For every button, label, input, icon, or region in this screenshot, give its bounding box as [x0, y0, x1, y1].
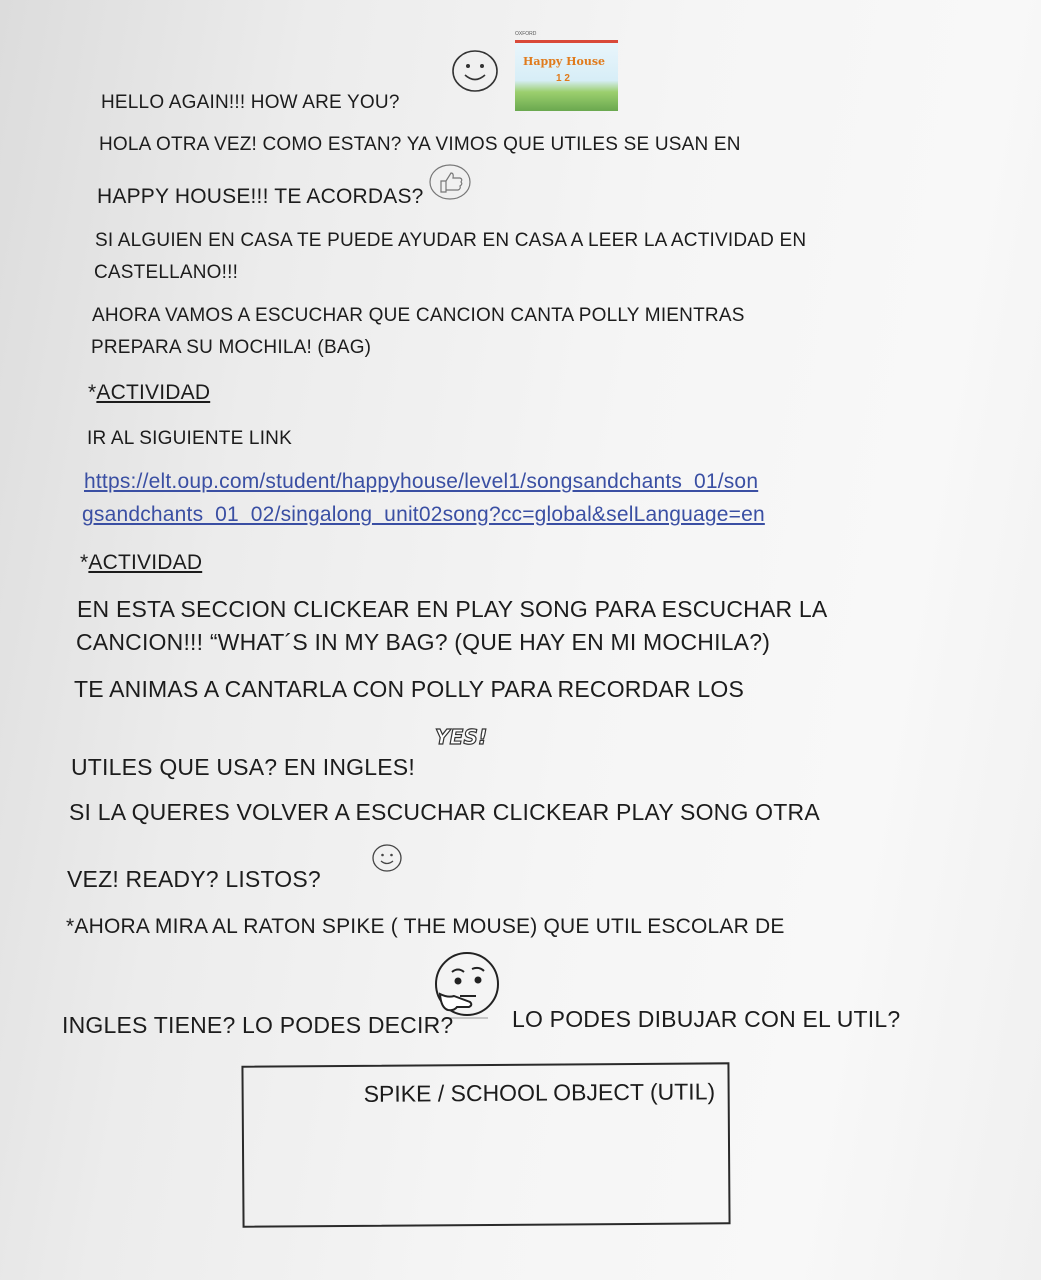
- drawing-box-title: SPIKE / SCHOOL OBJECT (UTIL): [363, 1078, 716, 1107]
- paragraph-line: CANCION!!! “WHAT´S IN MY BAG? (QUE HAY EN MI MOCHILA?): [76, 629, 771, 655]
- greeting-text: HELLO AGAIN!!! HOW ARE YOU?: [101, 92, 400, 113]
- paragraph-line: TE ANIMAS A CANTARLA CON POLLY PARA RECORDAR LOS: [74, 676, 744, 702]
- activity-heading: *ACTIVIDAD: [88, 381, 211, 404]
- yes-sticker: YES!: [435, 725, 488, 749]
- book-title: Happy House: [523, 55, 606, 68]
- paragraph-line: *AHORA MIRA AL RATON SPIKE ( THE MOUSE) QUE UTIL ESCOLAR DE: [66, 915, 785, 938]
- small-smiley-icon: [371, 843, 403, 873]
- paragraph-line: UTILES QUE USA? EN INGLES!: [71, 754, 415, 780]
- paragraph-line: HAPPY HOUSE!!! TE ACORDAS?: [97, 185, 424, 208]
- publisher-label: OXFORD: [515, 31, 537, 37]
- activity-heading: *ACTIVIDAD: [80, 551, 203, 574]
- song-link-part1[interactable]: https://elt.oup.com/student/happyhouse/level1/songsandchants_01/son: [84, 470, 759, 493]
- paragraph-line: VEZ! READY? LISTOS?: [67, 866, 321, 892]
- activity-heading-label: ACTIVIDAD: [88, 551, 203, 574]
- paragraph-line: INGLES TIENE? LO PODES DECIR?: [62, 1012, 454, 1038]
- paragraph-line: AHORA VAMOS A ESCUCHAR QUE CANCION CANTA POLLY MIENTRAS: [92, 305, 745, 326]
- drawing-box[interactable]: [241, 1062, 730, 1227]
- paragraph-line: LO PODES DIBUJAR CON EL UTIL?: [512, 1006, 901, 1032]
- paragraph-line: EN ESTA SECCION CLICKEAR EN PLAY SONG PARA ESCUCHAR LA: [77, 596, 828, 622]
- smiley-icon: [451, 48, 499, 94]
- happy-house-book-cover: [515, 31, 618, 111]
- paragraph-line: SI LA QUERES VOLVER A ESCUCHAR CLICKEAR PLAY SONG OTRA: [69, 799, 820, 825]
- activity-heading-label: ACTIVIDAD: [96, 381, 211, 404]
- paragraph-line: HOLA OTRA VEZ! COMO ESTAN? YA VIMOS QUE UTILES SE USAN EN: [99, 134, 741, 155]
- paragraph-line: PREPARA SU MOCHILA! (BAG): [91, 337, 372, 358]
- book-levels: 1 2: [556, 73, 570, 84]
- paragraph-line: IR AL SIGUIENTE LINK: [87, 428, 292, 449]
- thumbs-up-icon: [428, 162, 472, 202]
- song-link-part2[interactable]: gsandchants_01_02/singalong_unit02song?cc=global&selLanguage=en: [82, 503, 765, 526]
- paragraph-line: CASTELLANO!!!: [94, 262, 239, 283]
- paragraph-line: SI ALGUIEN EN CASA TE PUEDE AYUDAR EN CASA A LEER LA ACTIVIDAD EN: [95, 230, 807, 251]
